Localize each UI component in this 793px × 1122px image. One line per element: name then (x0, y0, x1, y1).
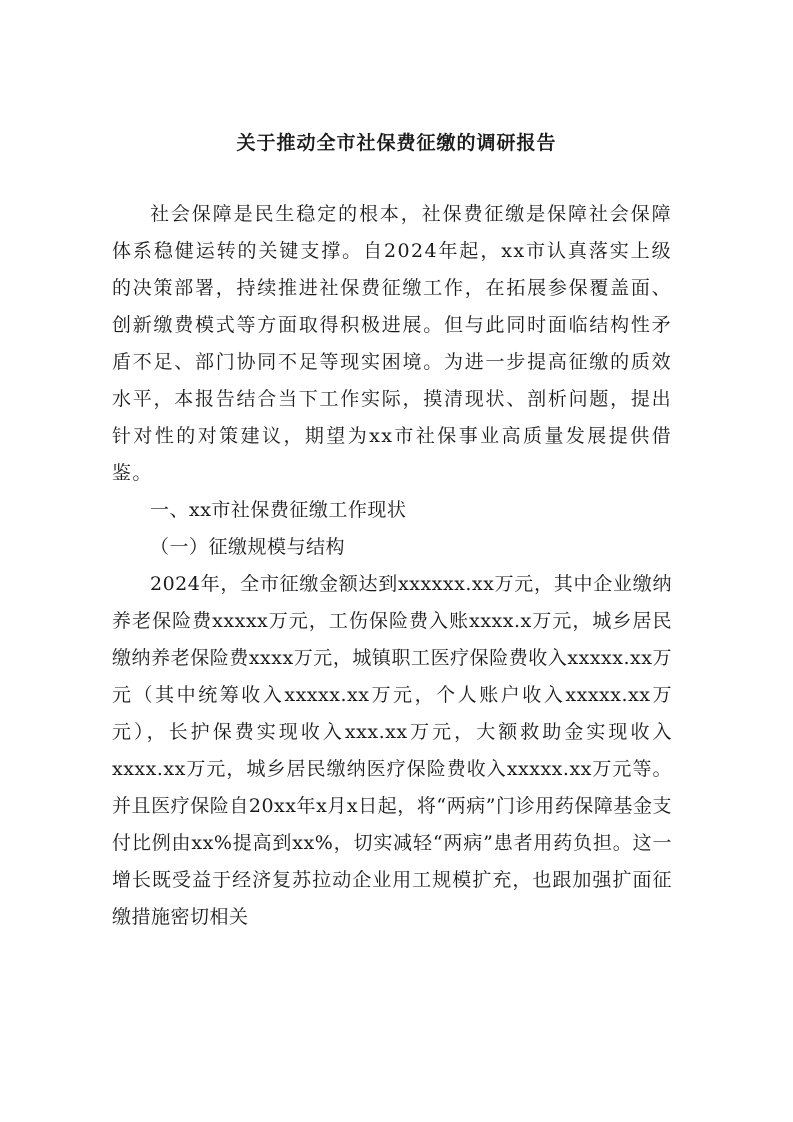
subsection-heading: （一）征缴规模与结构 (150, 536, 346, 558)
body-paragraph: 2024年，全市征缴金额达到xxxxxx.xx万元，其中企业缴纳养老保险费xxxxx万元，工伤保险费入账xxxx.x万元，城乡居民缴纳养老保险费xxxx万元，城镇职工医疗保险费收入xxxxx.xx万元（其中统筹收入xxxxx.xx万元，个人账户收入xxxxx.xx万元），长护保费实现收入xxx.xx万元，大额救助金实现收入xxxx.xx万元，城乡居民缴纳医疗保险费收入xxxxx.xx万元等。并且医疗保险自20xx年x月x日起，将“两病”门诊用药保障基金支付比例由xx%提高到xx%，切实减轻“两病”患者用药负担。这一增长既受益于经济复苏拉动企业用工规模扩充，也跟加强扩面征缴措施密切相关 (112, 573, 672, 928)
document-title: 关于推动全市社保费征缴的调研报告 (236, 132, 557, 154)
document-body (112, 196, 672, 936)
section-heading: 一、xx市社保费征缴工作现状 (150, 499, 407, 521)
intro-paragraph: 社会保障是民生稳定的根本，社保费征缴是保障社会保障体系稳健运转的关键支撑。自2024年起，xx市认真落实上级的决策部署，持续推进社保费征缴工作，在拓展参保覆盖面、创新缴费模式等方面取得积极进展。但与此同时面临结构性矛盾不足、部门协同不足等现实困境。为进一步提高征缴的质效水平，本报告结合当下工作实际，摸清现状、剖析问题，提出针对性的对策建议，期望为xx市社保事业高质量发展提供借鉴。 (112, 203, 672, 484)
